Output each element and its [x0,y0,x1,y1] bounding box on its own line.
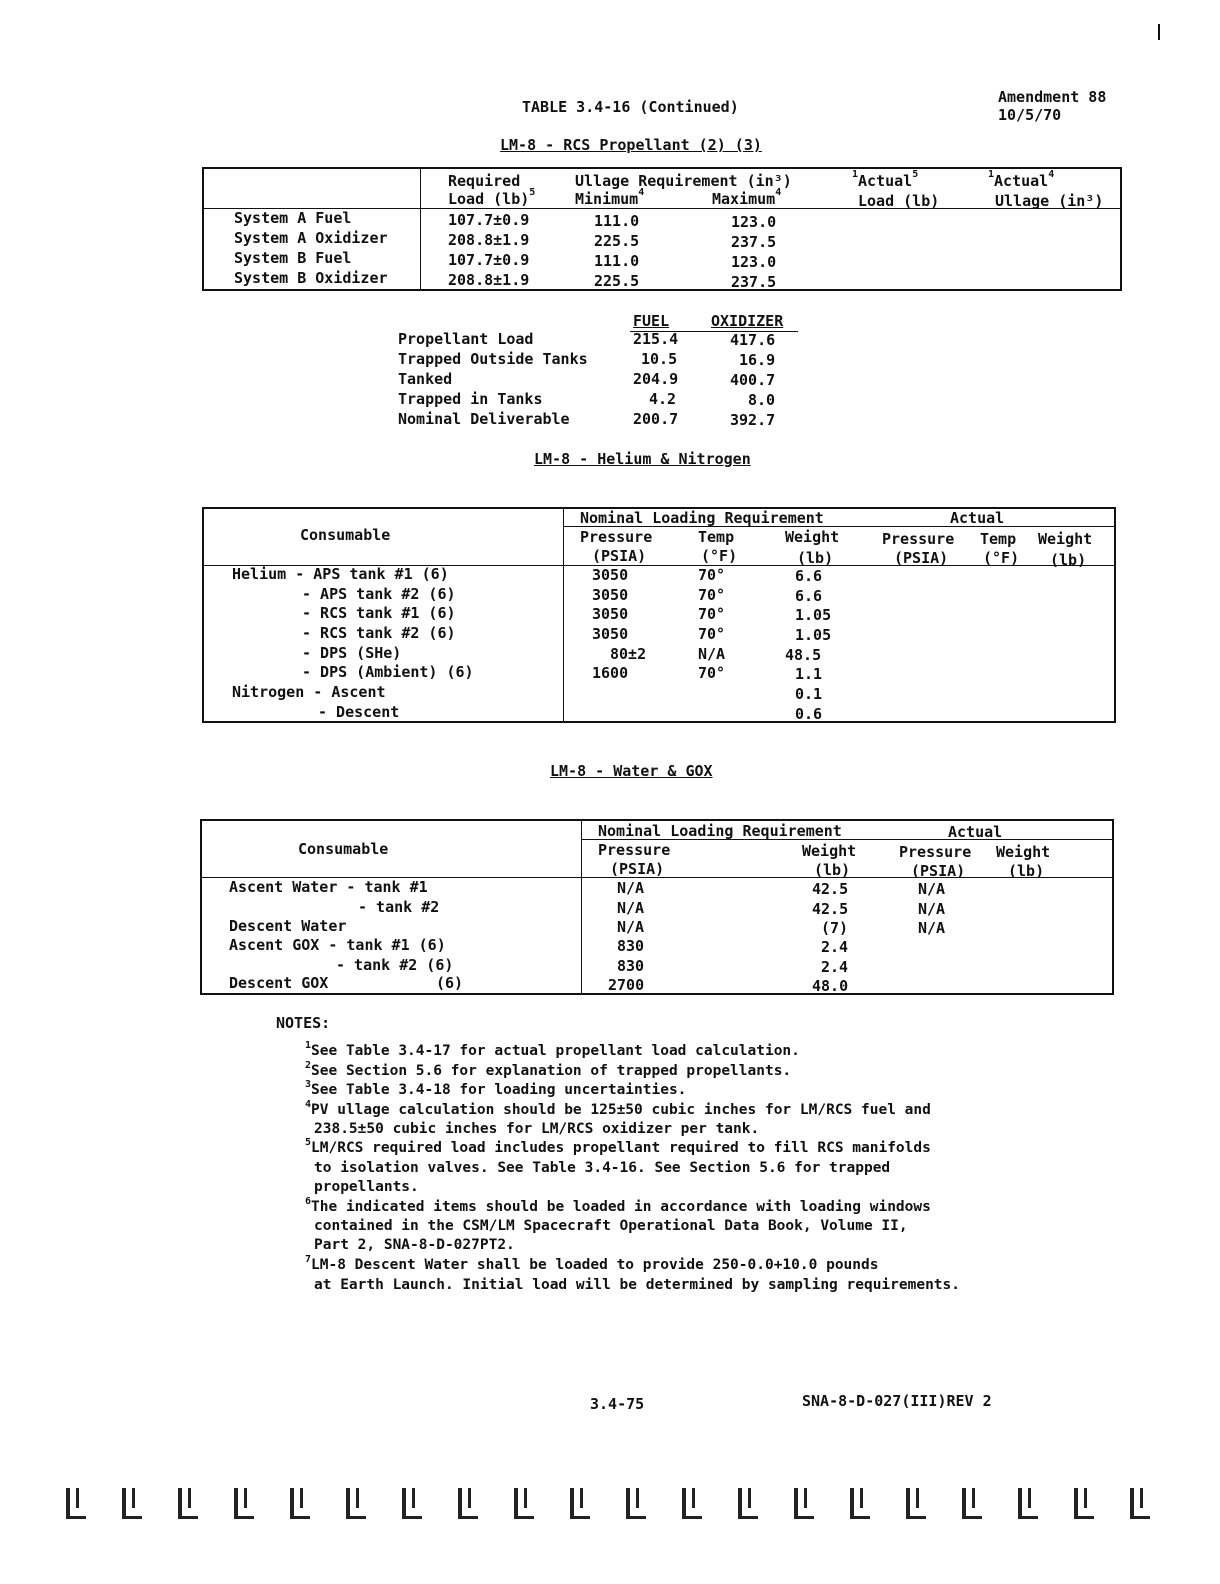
rcs-title: LM-8 - RCS Propellant (2) (3) [500,136,762,154]
helium-h-psia: (PSIA) [592,547,647,565]
summary-ox: 16.9 [739,351,776,369]
water-row-weight: 2.4 [821,958,849,976]
helium-row-name: - APS tank #2 (6) [302,585,456,603]
rcs-h-load [448,187,536,208]
rcs-h-actual-ullage-text: Actual [994,172,1049,190]
scan-mark [626,1488,646,1519]
water-row-pressure: 830 [617,937,645,955]
helium-row-pressure: 3050 [592,605,629,623]
note-4 [305,1099,931,1118]
rcs-row-max: 123.0 [731,253,777,271]
water-h-actual-psia: (PSIA) [911,862,966,880]
water-row-actual-pressure: N/A [918,880,946,898]
note-text: The indicated items should be loaded in accordance with loading windows [311,1199,931,1215]
helium-h-actual: Actual [950,509,1005,527]
note-2 [305,1060,792,1079]
summary-label: Trapped Outside Tanks [398,350,588,368]
water-h-pressure: Pressure [598,841,671,859]
note-6-cont: Part 2, SNA-8-D-027PT2. [314,1237,515,1253]
water-h-psia: (PSIA) [610,860,665,878]
rcs-col-divider [420,167,421,291]
note-text: PV ullage calculation should be 125±50 cubic inches for LM/RCS fuel and [311,1102,931,1118]
note-5-cont: to isolation valves. See Table 3.4-16. See Section 5.6 for trapped [314,1160,891,1176]
helium-col-divider [563,507,564,723]
water-row-actual-pressure: N/A [918,900,946,918]
scan-mark [66,1488,86,1519]
water-h-actual-weight: Weight [996,843,1051,861]
rcs-row-max: 123.0 [731,213,777,231]
helium-row-pressure: 80±2 [610,645,647,663]
summary-fuel: 200.7 [633,410,679,428]
page-corner-mark [1158,24,1160,40]
scan-mark [570,1488,590,1519]
rcs-row-name: System B Oxidizer [234,269,388,287]
helium-row-name: Nitrogen - Ascent [232,683,386,701]
rcs-h-max [712,187,782,208]
helium-h-temp: Temp [698,528,735,546]
rcs-row-name: System A Fuel [234,209,352,227]
note-7 [305,1254,879,1273]
water-row-name: - tank #2 (6) [336,956,454,974]
rcs-row-min: 111.0 [594,252,640,270]
water-h-consumable: Consumable [298,840,389,858]
rcs-row-load: 208.8±1.9 [448,231,530,249]
helium-h-actual-temp: Temp [980,530,1017,548]
summary-ox: 8.0 [748,391,776,409]
water-row-pressure: N/A [617,879,645,897]
helium-row-temp: 70° [698,566,726,584]
helium-row-weight: 1.1 [795,665,823,683]
rcs-h-min-ref: 4 [638,187,645,198]
note-6 [305,1196,931,1215]
note-text: LM/RCS required load includes propellant required to fill RCS manifolds [311,1140,931,1156]
helium-row-pressure: 3050 [592,566,629,584]
table-title: TABLE 3.4-16 (Continued) [522,98,739,116]
water-row-pressure: 830 [617,957,645,975]
rcs-h-min-text: Minimum [575,190,639,208]
summary-fuel: 4.2 [649,390,677,408]
helium-row-name: Helium - APS tank #1 (6) [232,565,449,583]
scan-mark [1130,1488,1150,1519]
rcs-h-actual-ullage [988,169,1055,190]
helium-row-name: - Descent [318,703,400,721]
water-row-name: - tank #2 [358,898,440,916]
scan-mark [122,1488,142,1519]
summary-label: Propellant Load [398,330,534,348]
note-mark: 7 [305,1254,312,1265]
water-row-actual-pressure: N/A [918,919,946,937]
notes-heading: NOTES: [276,1014,331,1032]
summary-ox: 417.6 [730,331,776,349]
scan-mark [682,1488,702,1519]
helium-row-weight: 6.6 [795,587,823,605]
note-1 [305,1040,800,1059]
rcs-h-actual-ullage-2: Ullage (in³) [995,192,1104,210]
summary-ox: 392.7 [730,411,776,429]
rcs-row-load: 107.7±0.9 [448,251,530,269]
note-text: LM-8 Descent Water shall be loaded to provide 250-0.0+10.0 pounds [311,1257,879,1273]
helium-row-name: - RCS tank #2 (6) [302,624,456,642]
rcs-h-ullage: Ullage Requirement (in³) [575,172,792,190]
rcs-h-actual-load-ref2: 5 [912,169,919,180]
summary-label: Trapped in Tanks [398,390,543,408]
helium-row-pressure: 3050 [592,625,629,643]
rcs-h-actual-load-text: Actual [858,172,913,190]
rcs-h-actual-load-ref1: 1 [852,169,859,180]
helium-h-nominal: Nominal Loading Requirement [580,509,824,527]
water-row-name: Ascent GOX - tank #1 (6) [229,936,446,954]
summary-ox: 400.7 [730,371,776,389]
rcs-h-actual-load [852,169,919,190]
scan-mark [906,1488,926,1519]
water-row-weight: 42.5 [812,880,849,898]
helium-h-actual-lb: (lb) [1050,551,1087,569]
helium-h-weight: Weight [785,528,840,546]
water-h-actual-lb: (lb) [1008,862,1045,880]
scan-mark [1074,1488,1094,1519]
water-row-name: Descent GOX [229,974,329,992]
rcs-row-min: 111.0 [594,212,640,230]
helium-row-weight: 6.6 [795,567,823,585]
helium-h-actual-pressure: Pressure [882,530,955,548]
rcs-h-actual-load-2: Load (lb) [858,192,940,210]
helium-h-pressure: Pressure [580,528,653,546]
water-h-lb: (lb) [814,861,851,879]
summary-fuel: 204.9 [633,370,679,388]
note-3 [305,1079,687,1098]
water-h-weight: Weight [802,842,857,860]
helium-row-temp: 70° [698,605,726,623]
rcs-row-name: System A Oxidizer [234,229,388,247]
helium-title: LM-8 - Helium & Nitrogen [534,450,751,468]
water-col-divider [581,819,582,995]
note-mark: 3 [305,1079,312,1090]
note-mark: 4 [305,1099,312,1110]
helium-h-consumable: Consumable [300,526,391,544]
scan-mark [346,1488,366,1519]
water-row-name: Descent Water [229,917,347,935]
rcs-h-actual-ullage-ref1: 1 [988,169,995,180]
note-mark: 5 [305,1137,312,1148]
note-7-cont: at Earth Launch. Initial load will be determined by sampling requirements. [314,1277,961,1293]
note-4-cont: 238.5±50 cubic inches for LM/RCS oxidizer per tank. [314,1121,760,1137]
helium-h-actual-psia: (PSIA) [894,549,949,567]
helium-row-name: - RCS tank #1 (6) [302,604,456,622]
scan-mark [514,1488,534,1519]
water-title: LM-8 - Water & GOX [550,762,713,780]
summary-label: Nominal Deliverable [398,410,570,428]
rcs-h-max-text: Maximum [712,190,776,208]
rcs-row-load: 107.7±0.9 [448,211,530,229]
helium-row-pressure: 3050 [592,586,629,604]
helium-row-pressure: 1600 [592,664,629,682]
rcs-h-load-ref: 5 [529,187,536,198]
note-text: See Section 5.6 for explanation of trapped propellants. [311,1063,792,1079]
summary-label: Tanked [398,370,453,388]
page-number: 3.4-75 [590,1395,645,1413]
helium-row-temp: N/A [698,645,726,663]
rcs-row-load: 208.8±1.9 [448,271,530,289]
rcs-h-max-ref: 4 [775,187,782,198]
summary-h-oxidizer: OXIDIZER [711,312,784,330]
water-row-name-ref: (6) [436,974,464,992]
helium-row-weight: 48.5 [785,646,822,664]
water-row-pressure: N/A [617,899,645,917]
note-5-cont: propellants. [314,1179,419,1195]
summary-h-fuel: FUEL [633,312,670,330]
rcs-h-min [575,187,645,208]
note-mark: 6 [305,1196,312,1207]
helium-row-weight: 0.1 [795,685,823,703]
document-number: SNA-8-D-027(III)REV 2 [802,1392,992,1410]
rcs-row-name: System B Fuel [234,249,352,267]
water-h-nominal: Nominal Loading Requirement [598,822,842,840]
rcs-row-min: 225.5 [594,232,640,250]
water-row-name: Ascent Water - tank #1 [229,878,428,896]
helium-row-weight: 0.6 [795,705,823,723]
scan-mark [738,1488,758,1519]
note-5 [305,1137,931,1156]
water-row-weight: 42.5 [812,900,849,918]
water-row-pressure: N/A [617,918,645,936]
scan-mark [290,1488,310,1519]
amendment: Amendment 88 [998,88,1107,106]
rcs-h-load-text: Load (lb) [448,190,530,208]
scan-mark [178,1488,198,1519]
helium-h-lb: (lb) [797,549,834,567]
water-row-pressure: 2700 [608,976,645,994]
rcs-h-required: Required [448,172,521,190]
scan-mark [458,1488,478,1519]
helium-row-name: - DPS (SHe) [302,644,402,662]
scan-mark [962,1488,982,1519]
water-h-actual: Actual [948,823,1003,841]
helium-row-weight: 1.05 [795,626,832,644]
helium-row-name: - DPS (Ambient) (6) [302,663,474,681]
note-6-cont: contained in the CSM/LM Spacecraft Operational Data Book, Volume II, [314,1218,908,1234]
helium-row-temp: 70° [698,586,726,604]
scan-mark [850,1488,870,1519]
helium-row-temp: 70° [698,664,726,682]
rcs-row-max: 237.5 [731,233,777,251]
note-mark: 2 [305,1060,312,1071]
rcs-row-max: 237.5 [731,273,777,291]
water-row-weight: 48.0 [812,977,849,995]
water-row-weight: 2.4 [821,938,849,956]
scan-mark [234,1488,254,1519]
amendment-date: 10/5/70 [998,106,1062,124]
note-text: See Table 3.4-17 for actual propellant load calculation. [311,1043,800,1059]
note-mark: 1 [305,1040,312,1051]
rcs-h-actual-ullage-ref2: 4 [1048,169,1055,180]
summary-fuel: 10.5 [641,350,678,368]
scan-mark [1018,1488,1038,1519]
summary-fuel: 215.4 [633,330,679,348]
water-row-weight: (7) [821,919,849,937]
helium-h-actual-degf: (°F) [983,549,1020,567]
scan-mark [402,1488,422,1519]
helium-row-weight: 1.05 [795,606,832,624]
helium-h-actual-weight: Weight [1038,530,1093,548]
helium-h-degf: (°F) [701,547,738,565]
water-h-actual-pressure: Pressure [899,843,972,861]
scan-mark [794,1488,814,1519]
rcs-row-min: 225.5 [594,272,640,290]
helium-row-temp: 70° [698,625,726,643]
note-text: See Table 3.4-18 for loading uncertainties. [311,1082,687,1098]
